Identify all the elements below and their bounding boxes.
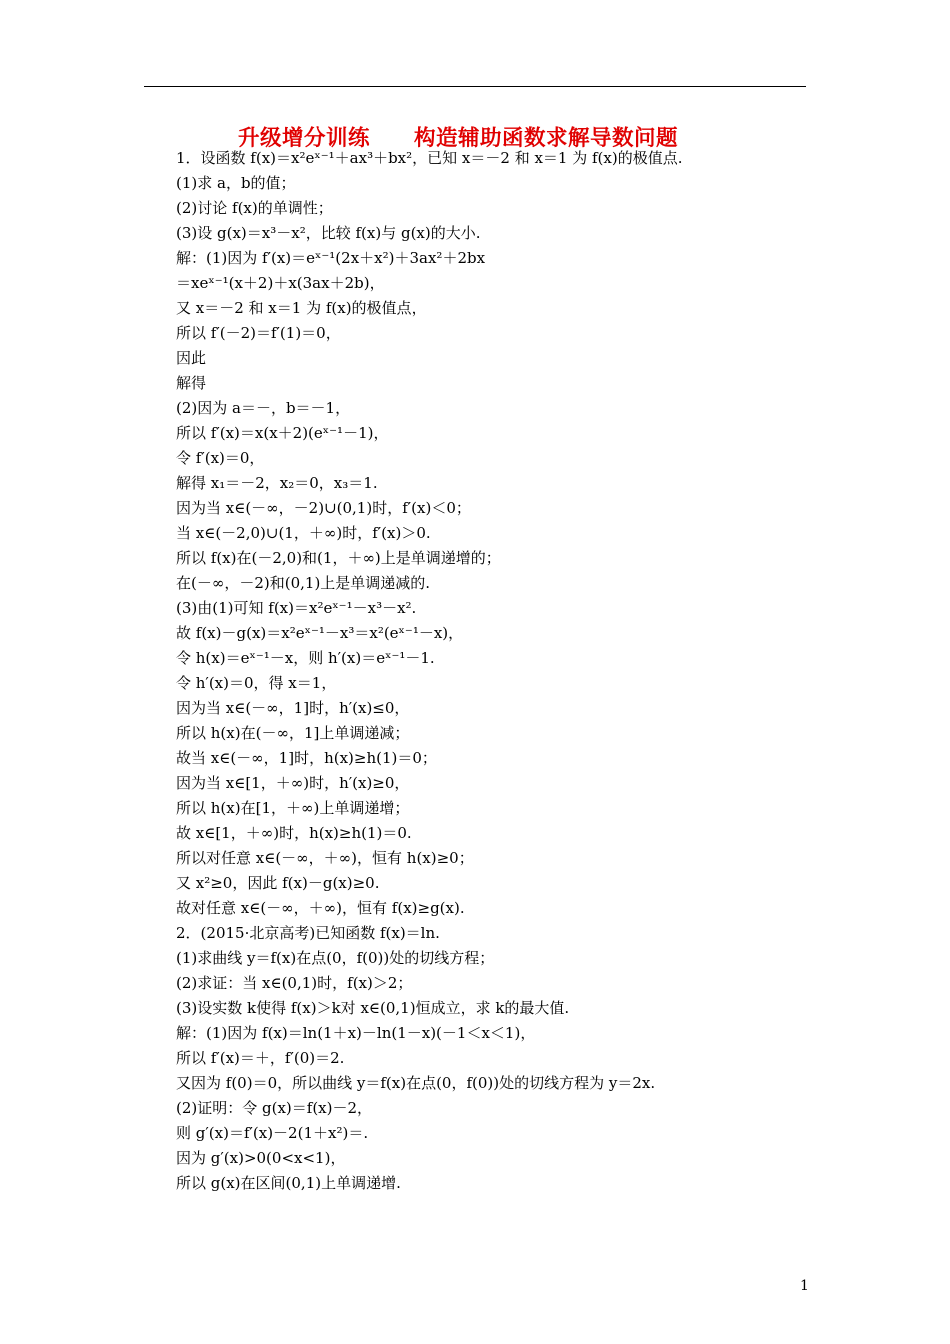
text-line: (3)由(1)可知 f(x)＝x²eˣ⁻¹－x³－x². bbox=[176, 599, 417, 617]
text-line: 因为当 x∈[1，＋∞)时，h′(x)≥0， bbox=[176, 774, 410, 792]
text-line: 所以 f′(－2)＝f′(1)＝0， bbox=[176, 324, 341, 342]
document-body bbox=[176, 146, 816, 1196]
text-line: 因为当 x∈(－∞，1]时，h′(x)≤0， bbox=[176, 699, 410, 717]
text-line: 所以 f′(x)＝x(x＋2)(eˣ⁻¹－1)， bbox=[176, 424, 389, 442]
text-line: 解得 x₁＝－2，x₂＝0，x₃＝1. bbox=[176, 474, 378, 492]
text-line: 2．(2015·北京高考)已知函数 f(x)＝ln. bbox=[176, 924, 440, 942]
text-line: 解得 bbox=[176, 374, 207, 392]
page-title: 升级增分训练 构造辅助函数求解导数问题 bbox=[238, 126, 679, 151]
text-line: 又 x²≥0，因此 f(x)－g(x)≥0. bbox=[176, 874, 380, 892]
text-line: (2)证明：令 g(x)＝f(x)－2， bbox=[176, 1099, 373, 1117]
text-line: 所以 h(x)在[1，＋∞)上单调递增； bbox=[176, 799, 410, 817]
text-line: 因此 bbox=[176, 349, 207, 367]
text-line: (1)求 a，b的值； bbox=[176, 174, 296, 192]
text-line: 则 g′(x)＝f′(x)－2(1＋x²)＝. bbox=[176, 1124, 369, 1142]
text-line: (2)因为 a＝－，b＝－1， bbox=[176, 399, 351, 417]
text-line: 因为当 x∈(－∞，－2)∪(0,1)时，f′(x)＜0； bbox=[176, 499, 471, 517]
text-line: (3)设 g(x)＝x³－x²，比较 f(x)与 g(x)的大小. bbox=[176, 224, 481, 242]
header-rule bbox=[144, 86, 806, 87]
text-line: 因为 g′(x)>0(0<x<1)， bbox=[176, 1149, 346, 1167]
text-line: 故 x∈[1，＋∞)时，h(x)≥h(1)＝0. bbox=[176, 824, 412, 842]
text-line: 令 f′(x)＝0， bbox=[176, 449, 265, 467]
text-line: (2)讨论 f(x)的单调性； bbox=[176, 199, 333, 217]
text-line: 所以 h(x)在(－∞，1]上单调递减； bbox=[176, 724, 410, 742]
text-line: 在(－∞，－2)和(0,1)上是单调递减的. bbox=[176, 574, 431, 592]
text-line: 又 x＝－2 和 x＝1 为 f(x)的极值点， bbox=[176, 299, 427, 317]
text-line: 令 h′(x)＝0，得 x＝1， bbox=[176, 674, 337, 692]
text-line: 所以 f′(x)＝＋，f′(0)＝2. bbox=[176, 1049, 345, 1067]
text-line: 故对任意 x∈(－∞，＋∞)，恒有 f(x)≥g(x). bbox=[176, 899, 465, 917]
text-line: 1．设函数 f(x)＝x²eˣ⁻¹＋ax³＋bx²，已知 x＝－2 和 x＝1 为 f(x)的极值点. bbox=[176, 149, 683, 167]
text-line: 解：(1)因为 f′(x)＝eˣ⁻¹(2x＋x²)＋3ax²＋2bx bbox=[176, 249, 486, 267]
text-line: 解：(1)因为 f(x)＝ln(1＋x)－ln(1－x)(－1＜x＜1)， bbox=[176, 1024, 536, 1042]
page-number: 1 bbox=[800, 1278, 809, 1294]
text-line: (2)求证：当 x∈(0,1)时，f(x)＞2； bbox=[176, 974, 413, 992]
text-line: 又因为 f(0)＝0，所以曲线 y＝f(x)在点(0，f(0))处的切线方程为 y＝2x. bbox=[176, 1074, 656, 1092]
text-line: 当 x∈(－2,0)∪(1，＋∞)时，f′(x)＞0. bbox=[176, 524, 431, 542]
text-line: 所以 g(x)在区间(0,1)上单调递增. bbox=[176, 1174, 401, 1192]
text-line: 故 f(x)－g(x)＝x²eˣ⁻¹－x³＝x²(eˣ⁻¹－x)， bbox=[176, 624, 464, 642]
text-line: 所以对任意 x∈(－∞，＋∞)，恒有 h(x)≥0； bbox=[176, 849, 474, 867]
text-line: 令 h(x)＝eˣ⁻¹－x，则 h′(x)＝eˣ⁻¹－1. bbox=[176, 649, 435, 667]
text-line: 故当 x∈(－∞，1]时，h(x)≥h(1)＝0； bbox=[176, 749, 437, 767]
text-line: (1)求曲线 y＝f(x)在点(0，f(0))处的切线方程； bbox=[176, 949, 495, 967]
text-line: (3)设实数 k使得 f(x)＞k对 x∈(0,1)恒成立，求 k的最大值. bbox=[176, 999, 570, 1017]
text-line: 所以 f(x)在(－2,0)和(1，＋∞)上是单调递增的； bbox=[176, 549, 501, 567]
text-line: ＝xeˣ⁻¹(x＋2)＋x(3ax＋2b)， bbox=[176, 274, 385, 292]
